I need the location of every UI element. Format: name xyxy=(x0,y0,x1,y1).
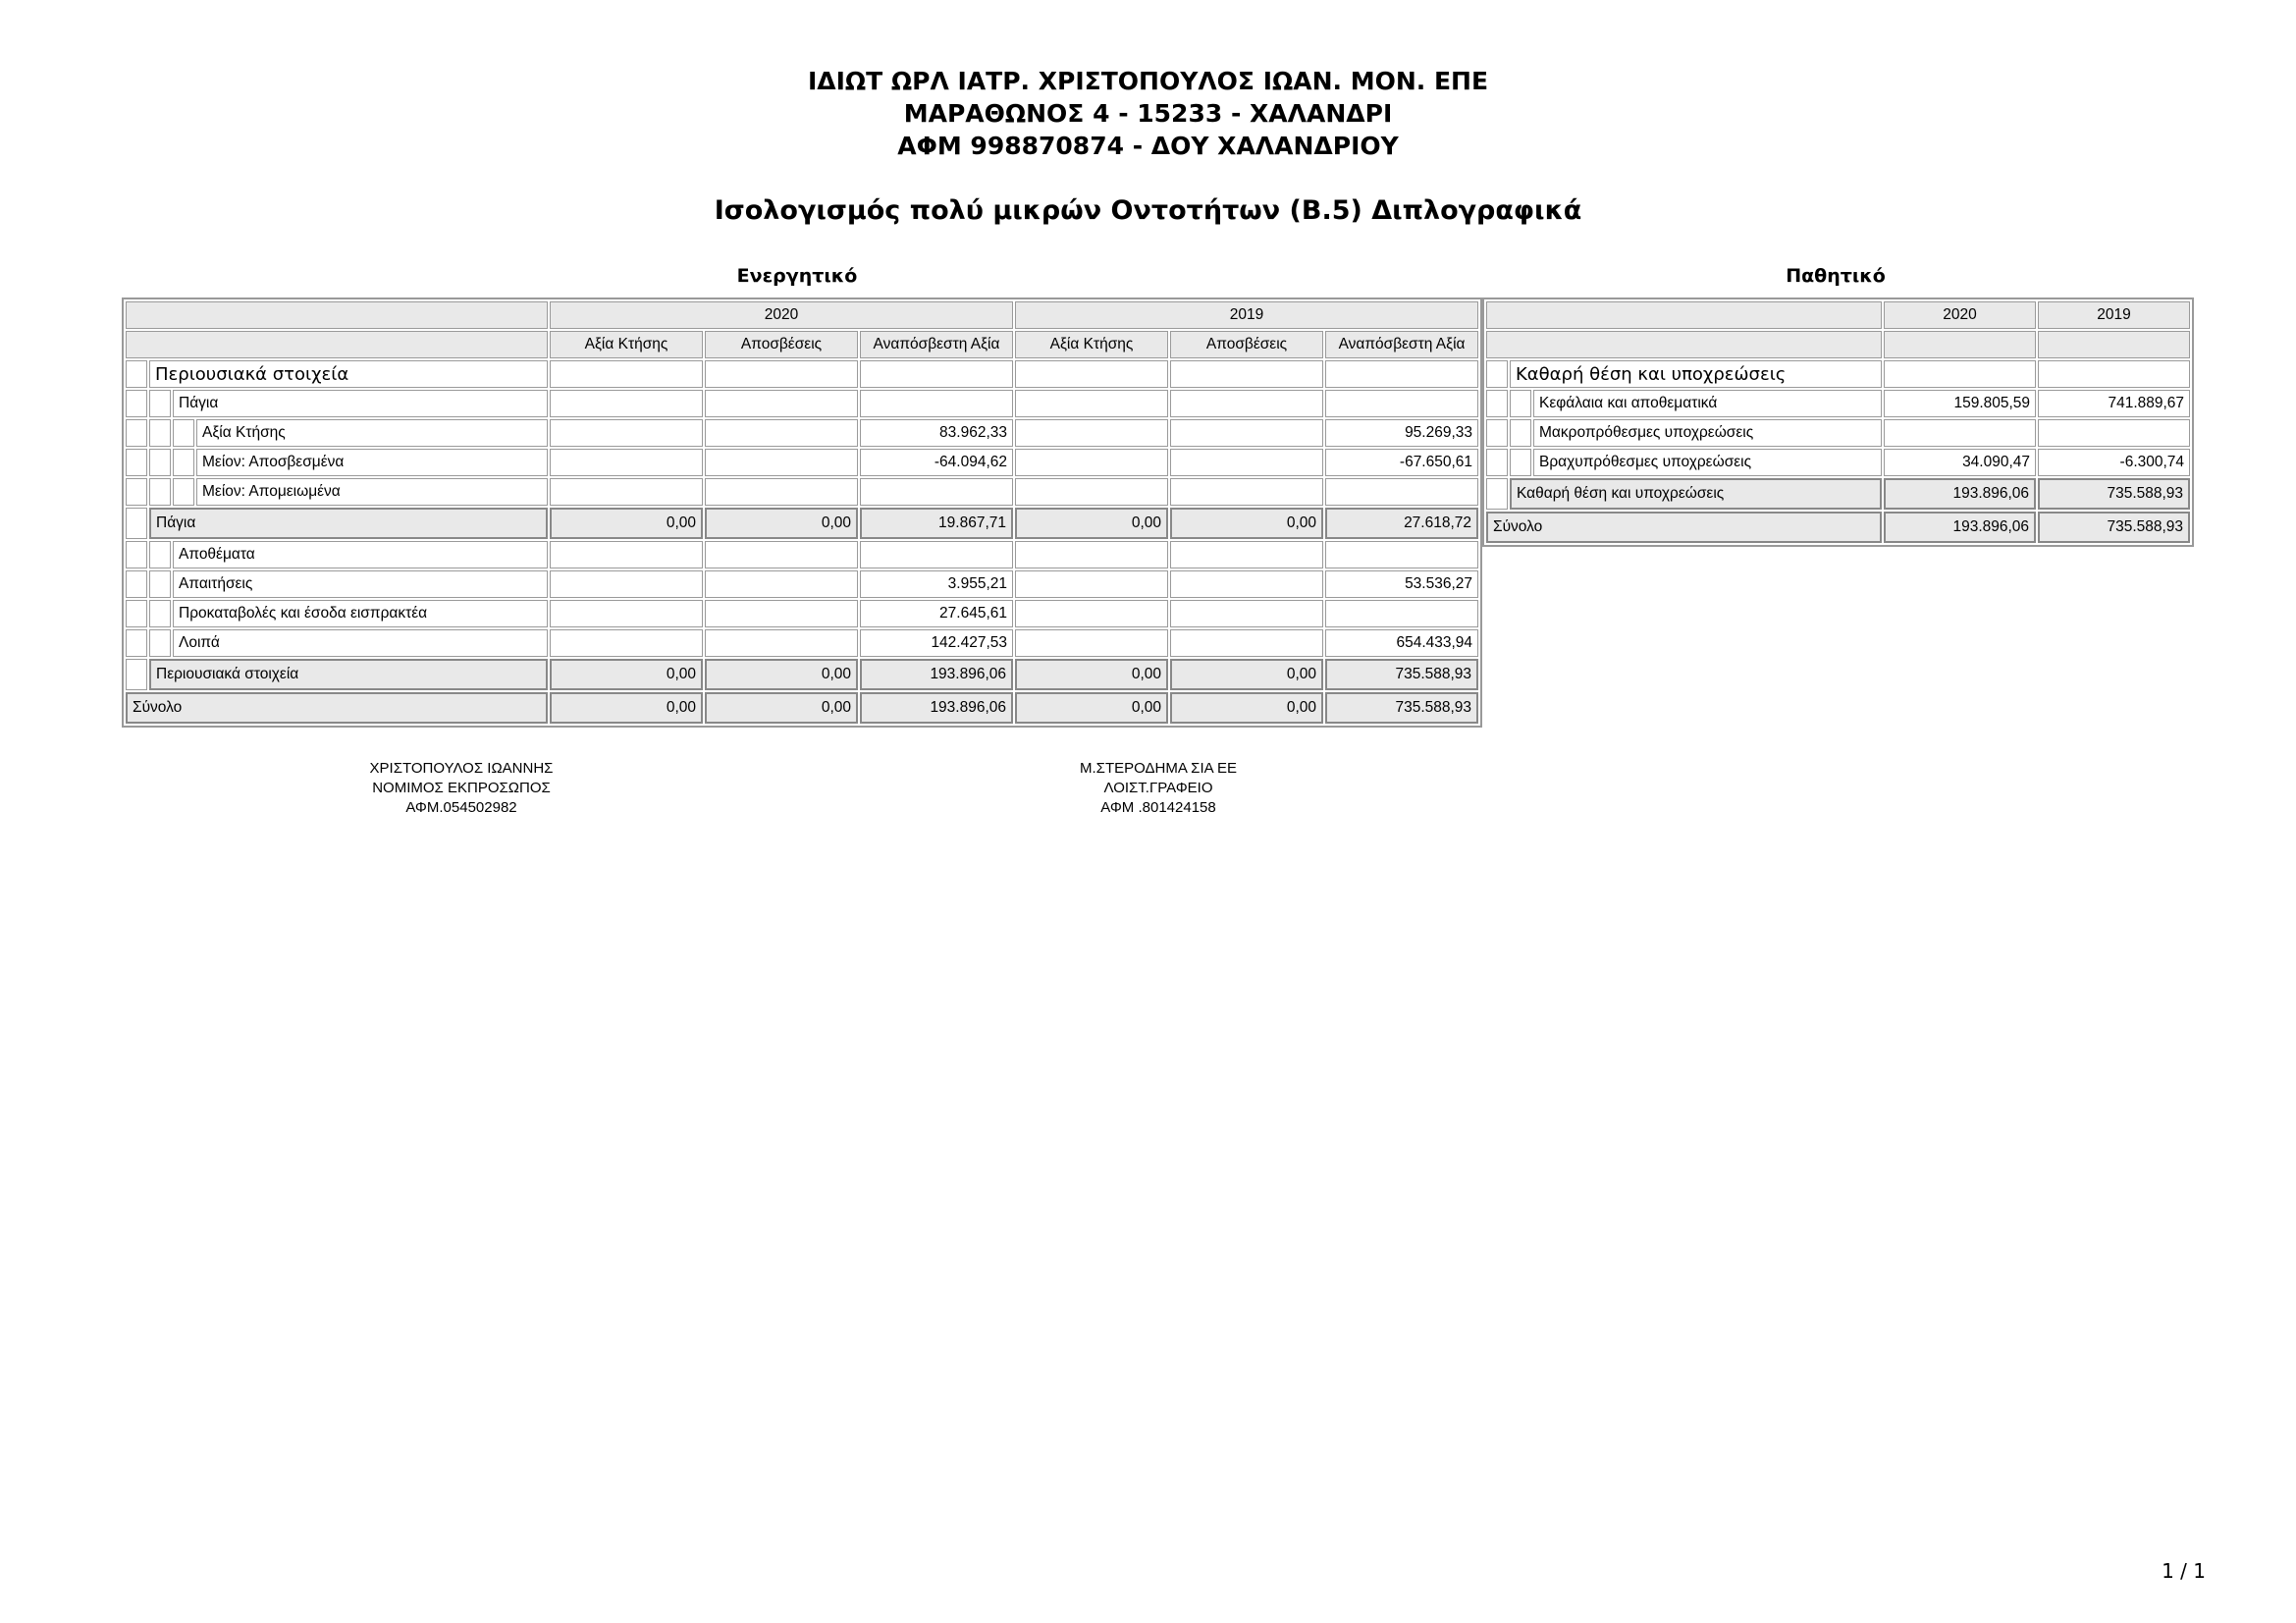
cell: 0,00 xyxy=(1170,692,1323,724)
cell xyxy=(1015,449,1168,476)
company-address: ΜΑΡΑΘΩΝΟΣ 4 - 15233 - ΧΑΛΑΝΔΡΙ xyxy=(903,99,1393,128)
table-row xyxy=(126,478,1478,506)
subtotal-row-liabilities xyxy=(1486,478,2190,510)
subtotal-row-assets xyxy=(126,659,1478,690)
cell: 735.588,93 xyxy=(1325,659,1478,690)
row-label: Κεφάλαια και αποθεματικά xyxy=(1533,390,1882,417)
subtotal-label: Πάγια xyxy=(149,508,548,539)
cell xyxy=(1325,600,1478,627)
year-2019: 2019 xyxy=(2038,301,2190,329)
cell xyxy=(705,449,858,476)
page-number: 1 / 1 xyxy=(2162,1559,2206,1583)
subtotal-label: Περιουσιακά στοιχεία xyxy=(149,659,548,690)
subtotal-label: Καθαρή θέση και υποχρεώσεις xyxy=(1510,478,1882,510)
cell: 0,00 xyxy=(550,659,703,690)
cell: 142.427,53 xyxy=(860,629,1013,657)
row-label: Μείον: Αποσβεσμένα xyxy=(196,449,548,476)
col-header: Αποσβέσεις xyxy=(1170,331,1323,358)
cell: 34.090,47 xyxy=(1884,449,2036,476)
cell: 735.588,93 xyxy=(2038,478,2190,510)
cell xyxy=(550,570,703,598)
year-2020: 2020 xyxy=(1884,301,2036,329)
table-row xyxy=(126,600,1478,627)
table-row xyxy=(126,419,1478,447)
cell xyxy=(1015,570,1168,598)
cell xyxy=(550,629,703,657)
report-title: Ισολογισμός πολύ μικρών Οντοτήτων (Β.5) Διπλογραφικά xyxy=(714,195,1582,226)
group-label: Πάγια xyxy=(173,390,548,417)
cell: 19.867,71 xyxy=(860,508,1013,539)
section-label: Περιουσιακά στοιχεία xyxy=(149,360,548,388)
col-header: Αναπόσβεστη Αξία xyxy=(860,331,1013,358)
col-header: Αξία Κτήσης xyxy=(550,331,703,358)
cell xyxy=(550,419,703,447)
year-2019: 2019 xyxy=(1015,301,1478,329)
cell: 0,00 xyxy=(1015,508,1168,539)
cell xyxy=(1170,570,1323,598)
cell: 95.269,33 xyxy=(1325,419,1478,447)
row-label: Λοιπά xyxy=(173,629,548,657)
cell xyxy=(705,629,858,657)
signature-role: ΝΟΜΙΜΟΣ ΕΚΠΡΟΣΩΠΟΣ xyxy=(372,780,551,796)
cell: 0,00 xyxy=(550,692,703,724)
cell: 159.805,59 xyxy=(1884,390,2036,417)
section-row-liabilities xyxy=(1486,360,2190,388)
row-label: Μείον: Απομειωμένα xyxy=(196,478,548,506)
cell: 83.962,33 xyxy=(860,419,1013,447)
cell xyxy=(1015,600,1168,627)
cell: 193.896,06 xyxy=(860,692,1013,724)
table-row xyxy=(126,449,1478,476)
total-label: Σύνολο xyxy=(1486,512,1882,543)
signature-role: ΛΟΙΣΤ.ΓΡΑΦΕΙΟ xyxy=(1103,780,1213,796)
section-row-assets xyxy=(126,360,1478,388)
cell: 0,00 xyxy=(1170,659,1323,690)
row-label: Βραχυπρόθεσμες υποχρεώσεις xyxy=(1533,449,1882,476)
col-header: Αποσβέσεις xyxy=(705,331,858,358)
signature-left xyxy=(294,759,628,818)
year-2020: 2020 xyxy=(550,301,1013,329)
cell xyxy=(550,600,703,627)
cell: 0,00 xyxy=(705,659,858,690)
cell xyxy=(1015,419,1168,447)
cell: 3.955,21 xyxy=(860,570,1013,598)
table-row xyxy=(1486,390,2190,417)
signature-name: ΧΡΙΣΤΟΠΟΥΛΟΣ ΙΩΑΝΝΗΣ xyxy=(369,760,554,777)
company-tax-id: ΑΦΜ 998870874 - ΔΟΥ ΧΑΛΑΝΔΡΙΟΥ xyxy=(897,132,1399,160)
cell: 741.889,67 xyxy=(2038,390,2190,417)
cell: 27.618,72 xyxy=(1325,508,1478,539)
group-row-pagia xyxy=(126,390,1478,417)
cell: 193.896,06 xyxy=(860,659,1013,690)
cell: -64.094,62 xyxy=(860,449,1013,476)
cell: 27.645,61 xyxy=(860,600,1013,627)
cell xyxy=(1170,419,1323,447)
cell: 193.896,06 xyxy=(1884,478,2036,510)
signature-tax-id: ΑΦΜ.054502982 xyxy=(405,799,517,816)
table-row xyxy=(126,541,1478,568)
cell: 0,00 xyxy=(1015,692,1168,724)
cell: -67.650,61 xyxy=(1325,449,1478,476)
cell xyxy=(705,419,858,447)
row-label: Προκαταβολές και έσοδα εισπρακτέα xyxy=(173,600,548,627)
assets-title: Ενεργητικό xyxy=(736,265,858,287)
total-label: Σύνολο xyxy=(126,692,548,724)
col-header: Αξία Κτήσης xyxy=(1015,331,1168,358)
signature-tax-id: ΑΦΜ .801424158 xyxy=(1100,799,1216,816)
cell: 0,00 xyxy=(705,508,858,539)
column-header-row xyxy=(1486,331,2190,358)
year-header-row xyxy=(126,301,1478,329)
row-label: Αποθέματα xyxy=(173,541,548,568)
row-label: Απαιτήσεις xyxy=(173,570,548,598)
cell xyxy=(705,600,858,627)
subtotal-row-pagia xyxy=(126,508,1478,539)
liabilities-title: Παθητικό xyxy=(1786,265,1886,287)
col-header: Αναπόσβεστη Αξία xyxy=(1325,331,1478,358)
cell xyxy=(1015,629,1168,657)
signature-right xyxy=(991,759,1325,818)
cell: 0,00 xyxy=(550,508,703,539)
cell: 0,00 xyxy=(705,692,858,724)
total-row-liabilities xyxy=(1486,512,2190,543)
cell: 0,00 xyxy=(1015,659,1168,690)
total-row-assets xyxy=(126,692,1478,724)
assets-table xyxy=(122,298,1482,728)
cell: 193.896,06 xyxy=(1884,512,2036,543)
row-label: Αξία Κτήσης xyxy=(196,419,548,447)
section-label: Καθαρή θέση και υποχρεώσεις xyxy=(1510,360,1882,388)
cell xyxy=(1170,449,1323,476)
year-header-row xyxy=(1486,301,2190,329)
cell: 53.536,27 xyxy=(1325,570,1478,598)
table-row xyxy=(126,629,1478,657)
cell xyxy=(1170,629,1323,657)
cell xyxy=(705,570,858,598)
table-row xyxy=(1486,449,2190,476)
cell xyxy=(1170,600,1323,627)
cell: 0,00 xyxy=(1170,508,1323,539)
table-row xyxy=(1486,419,2190,447)
table-row xyxy=(126,570,1478,598)
cell: 735.588,93 xyxy=(1325,692,1478,724)
signature-name: Μ.ΣΤΕΡΟΔΗΜΑ ΣΙΑ ΕΕ xyxy=(1080,760,1237,777)
liabilities-table xyxy=(1482,298,2194,547)
column-header-row xyxy=(126,331,1478,358)
cell: 654.433,94 xyxy=(1325,629,1478,657)
cell: 735.588,93 xyxy=(2038,512,2190,543)
cell: -6.300,74 xyxy=(2038,449,2190,476)
row-label: Μακροπρόθεσμες υποχρεώσεις xyxy=(1533,419,1882,447)
cell xyxy=(550,449,703,476)
company-name: ΙΔΙΩΤ ΩΡΛ ΙΑΤΡ. ΧΡΙΣΤΟΠΟΥΛΟΣ ΙΩΑΝ. ΜΟΝ. ΕΠΕ xyxy=(807,67,1489,95)
